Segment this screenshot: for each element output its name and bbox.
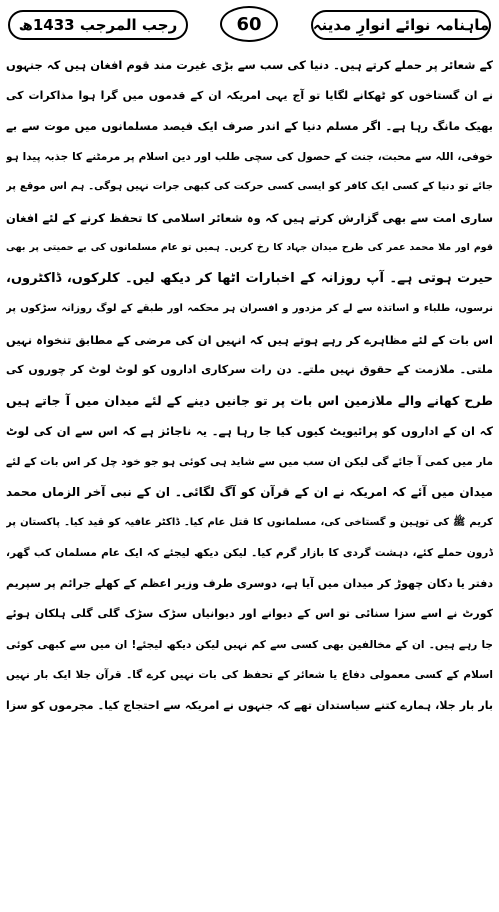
text-line: ساری امت سے بھی گزارش کرتے ہیں کہ وہ شعائر اسلامی کا تحفظ کرنے کے لئے افغان (6, 210, 493, 225)
text-line: اس بات کے لئے مظاہرے کر رہے ہوتے ہیں کہ انہیں ان کی مرضی کے مطابق تنخواہ نہیں (6, 332, 493, 347)
magazine-title: ماہنامہ نوائے انوارِ مدینہ (311, 10, 491, 40)
text-line: کہ ان کے اداروں کو پرائیویٹ کیوں کیا جا رہا ہے۔ یہ ناجائز ہے کہ اس سے ان کی لوٹ (6, 424, 493, 438)
text-line: ڈرون حملے کئے، دہشت گردی کا بازار گرم کیا۔ لیکن دیکھ لیجئے کہ ایک عام مسلمان کب گھر، (6, 547, 493, 559)
text-line: بھیک مانگ رہا ہے۔ اگر مسلم دنیا کے اندر صرف ایک فیصد مسلمانوں میں موت سے بے (6, 119, 493, 133)
text-line: قوم اور ملا محمد عمر کی طرح میدان جہاد کا رخ کریں۔ ہمیں تو عام مسلمانوں کی بے حمیتی پر بھی (6, 242, 493, 253)
text-line: کریم ﷺ کی توہین و گستاخی کی، مسلمانوں کا قتل عام کیا۔ ڈاکٹر عافیہ کو قید کیا۔ پاکستان پر (6, 516, 493, 528)
text-line: کے شعائر پر حملے کرتے ہیں۔ دنیا کی سب سے بڑی غیرت مند قوم افغان ہیں کہ جنہوں (6, 58, 493, 72)
page-number: 60 (220, 6, 278, 42)
text-line: دفتر یا دکان چھوڑ کر میدان میں آیا ہے، دوسری طرف وزیر اعظم کے کھلے جرائم پر سپریم (6, 576, 493, 590)
text-line: مار میں کمی آ جائے گی لیکن ان سب میں سے شاید ہی کوئی ہو جو خود چل کر اس بات کے لئے (6, 455, 493, 468)
text-line: طرح کھانے والے ملازمین اس بات پر تو جانیں دینے کے لئے میدان میں آ جاتے ہیں (6, 392, 493, 408)
text-line: میدان میں آئے کہ امریکہ نے ان کے قرآن کو آگ لگائی۔ ان کے نبی آخر الزماں محمد (6, 485, 493, 499)
text-line: اسلام کے کسی معمولی دفاع یا شعائر کے تحفظ کی بات نہیں کرے گا۔ قرآن جلا ایک بار نہیں (6, 669, 493, 681)
text-line: جا رہے ہیں۔ ان کے مخالفین بھی کسی سے کم نہیں لیکن دیکھ لیجئے! ان میں سے کبھی کوئی (6, 638, 493, 651)
text-line: جائے تو دنیا کے کسی ایک کافر کو ایسی کسی حرکت کی کبھی جرات نہیں ہوگی۔ ہم اس موقع پر (6, 181, 493, 192)
text-line: بار بار جلا، ہمارے کتنے سیاستدان تھے کہ جنہوں نے امریکہ سے احتجاج کیا۔ مجرموں کو سزا (6, 698, 493, 712)
text-line: کورٹ نے اسے سزا سنائی تو اس کے دیوانے اور دیوانیاں سڑک سڑک گلی گلی ہلکان ہوئے (6, 607, 493, 620)
article-body (6, 50, 493, 721)
text-line: نے ان گستاخوں کو ٹھکانے لگایا تو آج یہی امریکہ ان کے قدموں میں گرا ہوا مذاکرات کی (6, 88, 493, 102)
page-header (8, 6, 491, 42)
text-line: خوفی، اللہ سے محبت، جنت کے حصول کی سچی طلب اور دین اسلام پر مرمٹنے کا جذبہ پیدا ہو (6, 150, 493, 163)
text-line: حیرت ہوتی ہے۔ آپ روزانہ کے اخبارات اٹھا کر دیکھ لیں۔ کلرکوں، ڈاکٹروں، (6, 270, 493, 286)
issue-date-label: رجب المرجب 1433ھ (8, 10, 188, 40)
text-line: ملتی۔ ملازمت کے حقوق نہیں ملتے۔ دن رات سرکاری اداروں کو لوٹ لوٹ کر چوروں کی (6, 363, 493, 376)
text-line: نرسوں، طلباء و اساتذہ سے لے کر مزدور و افسران ہر محکمہ اور طبقے کے لوگ روزانہ سڑکوں پر (6, 303, 493, 314)
